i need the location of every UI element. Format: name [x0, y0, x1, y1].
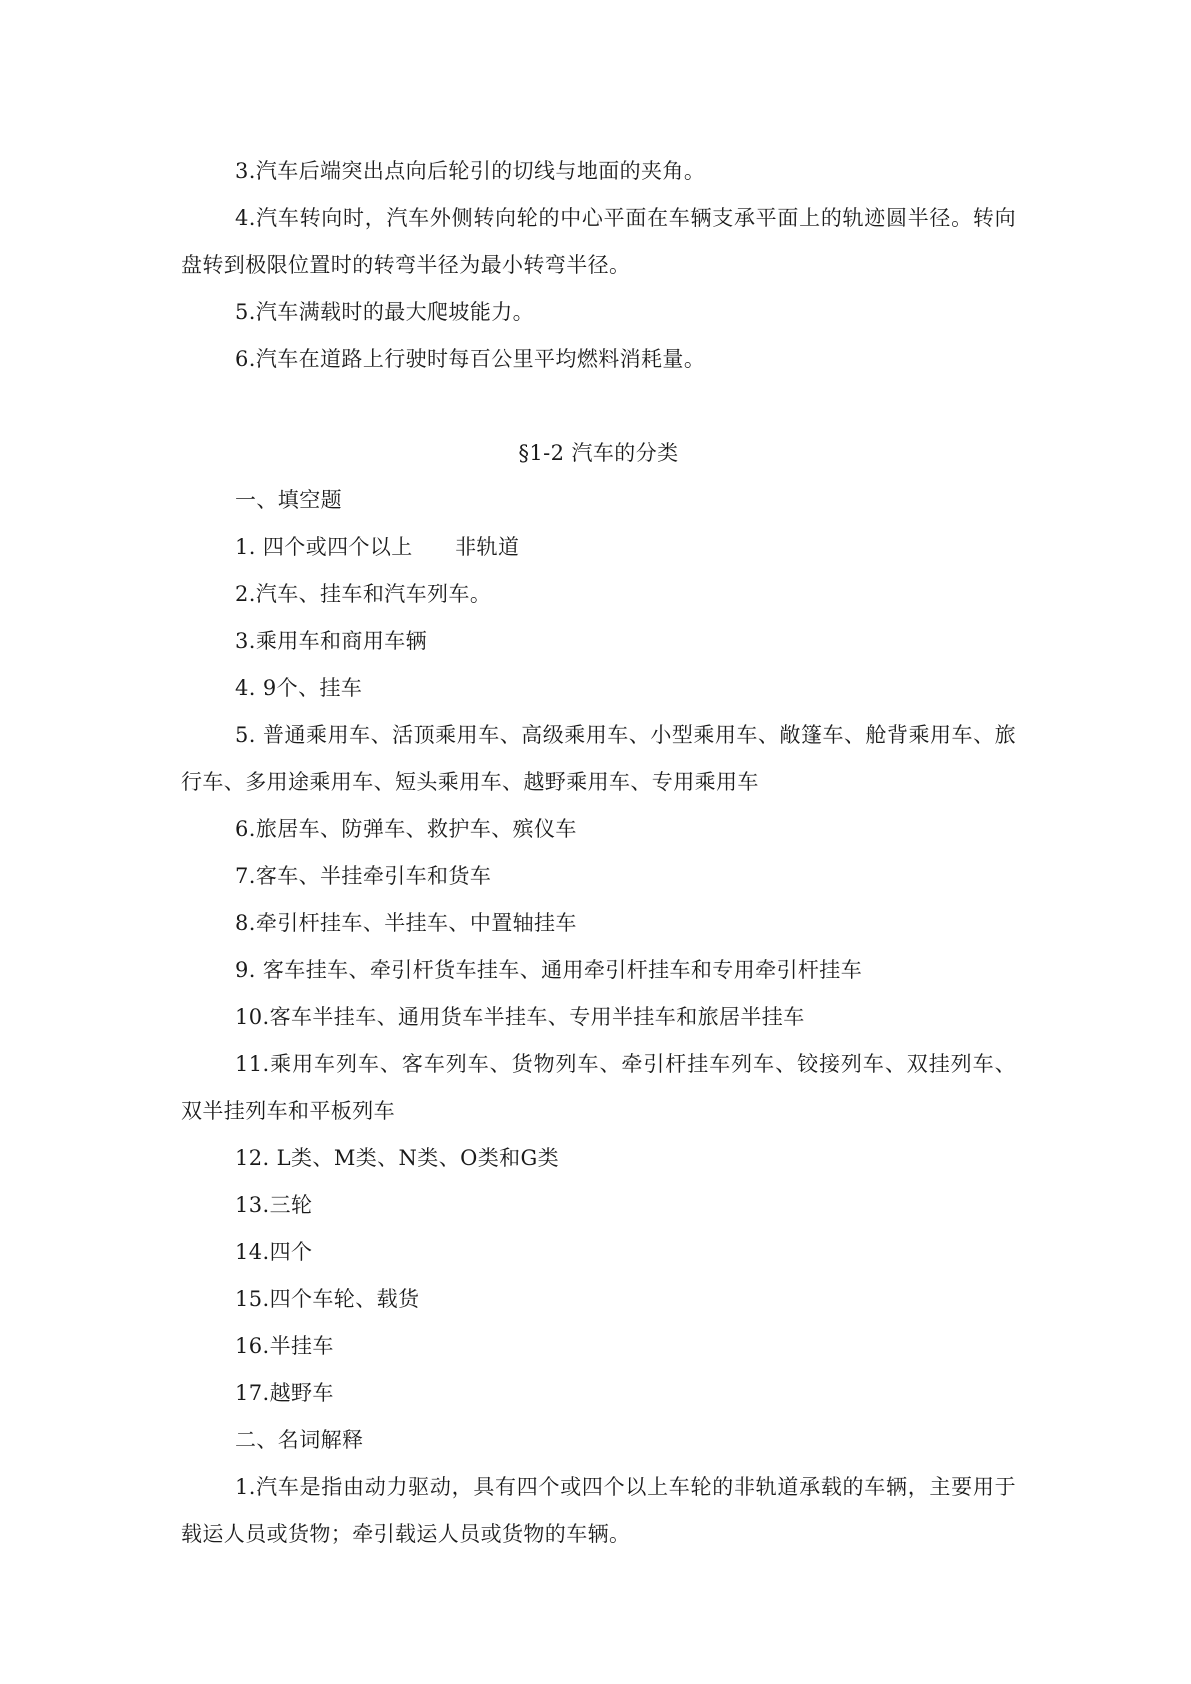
fill-in-item-15: 15.四个车轮、载货 [235, 1287, 420, 1311]
fill-in-item-5: 5. 普通乘用车、活顶乘用车、高级乘用车、小型乘用车、敞篷车、舱背乘用车、旅行车、多用途乘用车、短头乘用车、越野乘用车、专用乘用车 [181, 723, 1016, 794]
fill-in-item-9: 9. 客车挂车、牵引杆货车挂车、通用牵引杆挂车和专用牵引杆挂车 [235, 958, 863, 982]
fill-in-item-16: 16.半挂车 [235, 1334, 334, 1358]
section-spacer [181, 383, 1016, 430]
fill-in-item-13: 13.三轮 [235, 1193, 313, 1217]
answer-item-5: 5.汽车满载时的最大爬坡能力。 [235, 300, 535, 324]
fill-in-item-3: 3.乘用车和商用车辆 [235, 629, 428, 653]
page-content [181, 148, 1016, 1558]
section-title: §1-2 汽车的分类 [518, 441, 679, 465]
fill-in-item-17: 17.越野车 [235, 1381, 334, 1405]
definition-item-1: 1.汽车是指由动力驱动，具有四个或四个以上车轮的非轨道承载的车辆，主要用于载运人员或货物；牵引载运人员或货物的车辆。 [181, 1475, 1016, 1546]
answer-item-3: 3.汽车后端突出点向后轮引的切线与地面的夹角。 [235, 159, 706, 183]
fill-in-item-2: 2.汽车、挂车和汽车列车。 [235, 582, 492, 606]
fill-in-item-8: 8.牵引杆挂车、半挂车、中置轴挂车 [235, 911, 577, 935]
fill-in-item-12: 12. L类、M类、N类、O类和G类 [235, 1146, 560, 1170]
answer-item-4: 4.汽车转向时，汽车外侧转向轮的中心平面在车辆支承平面上的轨迹圆半径。转向盘转到极限位置时的转弯半径为最小转弯半径。 [181, 206, 1016, 277]
fill-in-item-14: 14.四个 [235, 1240, 313, 1264]
fill-in-item-6: 6.旅居车、防弹车、救护车、殡仪车 [235, 817, 577, 841]
answer-item-6: 6.汽车在道路上行驶时每百公里平均燃料消耗量。 [235, 347, 706, 371]
fill-in-item-11: 11.乘用车列车、客车列车、货物列车、牵引杆挂车列车、铰接列车、双挂列车、双半挂列车和平板列车 [181, 1052, 1016, 1123]
part-heading-definitions: 二、名词解释 [235, 1428, 364, 1452]
fill-in-item-10: 10.客车半挂车、通用货车半挂车、专用半挂车和旅居半挂车 [235, 1005, 805, 1029]
fill-in-item-1: 1. 四个或四个以上 非轨道 [235, 535, 520, 559]
part-heading-fill-in: 一、填空题 [235, 488, 342, 512]
fill-in-item-4: 4. 9个、挂车 [235, 676, 363, 700]
fill-in-item-7: 7.客车、半挂牵引车和货车 [235, 864, 492, 888]
